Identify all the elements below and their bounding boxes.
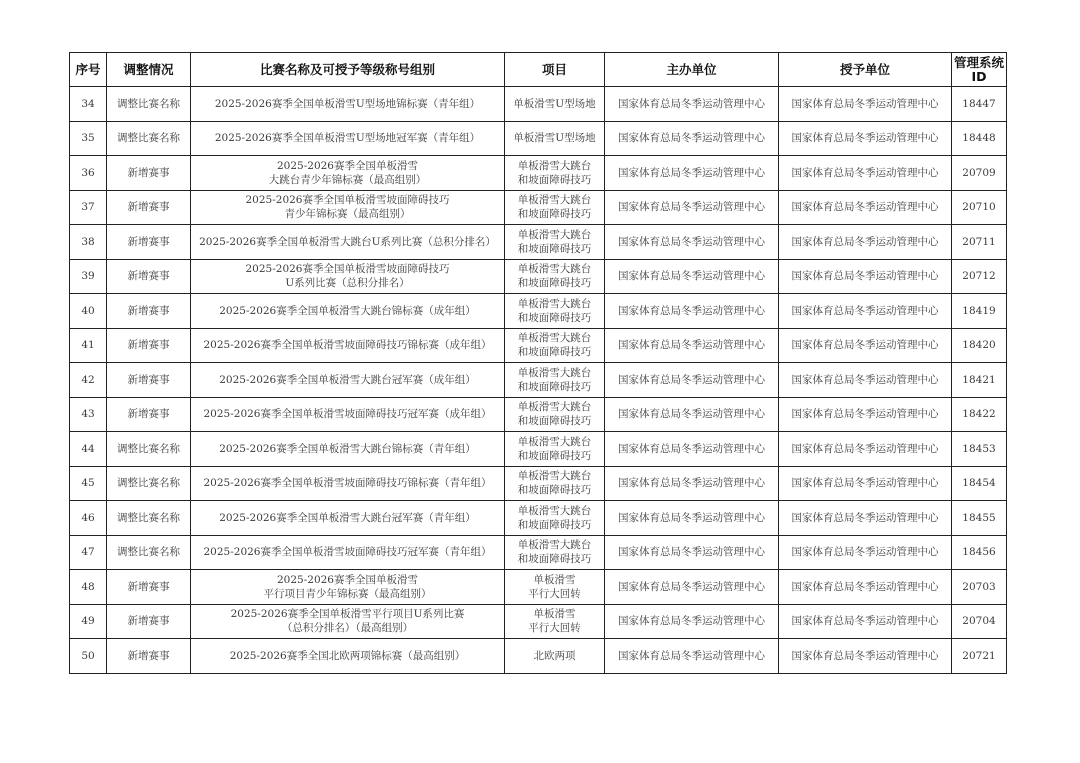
table-row <box>70 432 1007 467</box>
cell-no: 36 <box>70 156 107 191</box>
cell-id: 20712 <box>952 259 1007 294</box>
cell-id: 20704 <box>952 604 1007 639</box>
cell-host: 国家体育总局冬季运动管理中心 <box>605 190 779 225</box>
cell-status: 调整比赛名称 <box>107 121 191 156</box>
cell-event: 北欧两项 <box>505 639 605 674</box>
cell-host: 国家体育总局冬季运动管理中心 <box>605 466 779 501</box>
cell-status: 新增赛事 <box>107 259 191 294</box>
cell-host: 国家体育总局冬季运动管理中心 <box>605 501 779 536</box>
cell-grantor: 国家体育总局冬季运动管理中心 <box>779 535 952 570</box>
table-row <box>70 466 1007 501</box>
cell-id: 18455 <box>952 501 1007 536</box>
cell-status: 新增赛事 <box>107 363 191 398</box>
cell-no: 47 <box>70 535 107 570</box>
cell-grantor: 国家体育总局冬季运动管理中心 <box>779 397 952 432</box>
cell-grantor: 国家体育总局冬季运动管理中心 <box>779 156 952 191</box>
cell-grantor: 国家体育总局冬季运动管理中心 <box>779 604 952 639</box>
cell-host: 国家体育总局冬季运动管理中心 <box>605 87 779 122</box>
cell-event: 单板滑雪大跳台 和坡面障碍技巧 <box>505 190 605 225</box>
cell-id: 18419 <box>952 294 1007 329</box>
cell-no: 38 <box>70 225 107 260</box>
cell-event: 单板滑雪大跳台 和坡面障碍技巧 <box>505 225 605 260</box>
cell-status: 调整比赛名称 <box>107 501 191 536</box>
cell-no: 44 <box>70 432 107 467</box>
cell-name: 2025-2026赛季全国单板滑雪大跳台冠军赛（青年组） <box>191 501 505 536</box>
cell-name: 2025-2026赛季全国单板滑雪大跳台冠军赛（成年组） <box>191 363 505 398</box>
cell-host: 国家体育总局冬季运动管理中心 <box>605 432 779 467</box>
cell-name: 2025-2026赛季全国单板滑雪大跳台U系列比赛（总积分排名） <box>191 225 505 260</box>
cell-host: 国家体育总局冬季运动管理中心 <box>605 363 779 398</box>
cell-host: 国家体育总局冬季运动管理中心 <box>605 121 779 156</box>
header-row <box>70 53 1007 87</box>
cell-grantor: 国家体育总局冬季运动管理中心 <box>779 639 952 674</box>
cell-id: 20703 <box>952 570 1007 605</box>
cell-event: 单板滑雪大跳台 和坡面障碍技巧 <box>505 501 605 536</box>
cell-host: 国家体育总局冬季运动管理中心 <box>605 397 779 432</box>
cell-no: 41 <box>70 328 107 363</box>
cell-name: 2025-2026赛季全国单板滑雪平行项目U系列比赛 （总积分排名）（最高组别） <box>191 604 505 639</box>
cell-event: 单板滑雪大跳台 和坡面障碍技巧 <box>505 397 605 432</box>
table-row <box>70 363 1007 398</box>
table-row <box>70 156 1007 191</box>
cell-id: 20721 <box>952 639 1007 674</box>
table-row <box>70 294 1007 329</box>
cell-name: 2025-2026赛季全国北欧两项锦标赛（最高组别） <box>191 639 505 674</box>
header-no: 序号 <box>70 53 107 87</box>
cell-id: 18447 <box>952 87 1007 122</box>
cell-grantor: 国家体育总局冬季运动管理中心 <box>779 294 952 329</box>
cell-name: 2025-2026赛季全国单板滑雪坡面障碍技巧 青少年锦标赛（最高组别） <box>191 190 505 225</box>
cell-status: 调整比赛名称 <box>107 87 191 122</box>
cell-host: 国家体育总局冬季运动管理中心 <box>605 259 779 294</box>
cell-no: 45 <box>70 466 107 501</box>
cell-no: 46 <box>70 501 107 536</box>
table-row <box>70 535 1007 570</box>
cell-grantor: 国家体育总局冬季运动管理中心 <box>779 259 952 294</box>
cell-status: 新增赛事 <box>107 156 191 191</box>
header-grantor: 授予单位 <box>779 53 952 87</box>
header-id: 管理系统 ID <box>952 53 1007 87</box>
cell-id: 20711 <box>952 225 1007 260</box>
cell-status: 新增赛事 <box>107 294 191 329</box>
cell-status: 新增赛事 <box>107 639 191 674</box>
cell-host: 国家体育总局冬季运动管理中心 <box>605 639 779 674</box>
cell-grantor: 国家体育总局冬季运动管理中心 <box>779 432 952 467</box>
cell-status: 调整比赛名称 <box>107 535 191 570</box>
cell-status: 新增赛事 <box>107 570 191 605</box>
cell-name: 2025-2026赛季全国单板滑雪大跳台锦标赛（成年组） <box>191 294 505 329</box>
table-row <box>70 501 1007 536</box>
cell-name: 2025-2026赛季全国单板滑雪坡面障碍技巧锦标赛（青年组） <box>191 466 505 501</box>
cell-name: 2025-2026赛季全国单板滑雪坡面障碍技巧 U系列比赛（总积分排名） <box>191 259 505 294</box>
cell-event: 单板滑雪大跳台 和坡面障碍技巧 <box>505 328 605 363</box>
cell-event: 单板滑雪大跳台 和坡面障碍技巧 <box>505 294 605 329</box>
cell-no: 49 <box>70 604 107 639</box>
cell-grantor: 国家体育总局冬季运动管理中心 <box>779 121 952 156</box>
competition-table <box>69 52 1007 674</box>
cell-no: 43 <box>70 397 107 432</box>
cell-id: 18421 <box>952 363 1007 398</box>
cell-no: 40 <box>70 294 107 329</box>
cell-no: 42 <box>70 363 107 398</box>
cell-grantor: 国家体育总局冬季运动管理中心 <box>779 190 952 225</box>
table-row <box>70 225 1007 260</box>
cell-event: 单板滑雪 平行大回转 <box>505 604 605 639</box>
cell-no: 50 <box>70 639 107 674</box>
cell-id: 18422 <box>952 397 1007 432</box>
cell-id: 18420 <box>952 328 1007 363</box>
cell-name: 2025-2026赛季全国单板滑雪坡面障碍技巧冠军赛（青年组） <box>191 535 505 570</box>
header-name: 比赛名称及可授予等级称号组别 <box>191 53 505 87</box>
cell-event: 单板滑雪大跳台 和坡面障碍技巧 <box>505 535 605 570</box>
table-row <box>70 570 1007 605</box>
cell-status: 调整比赛名称 <box>107 466 191 501</box>
table-row <box>70 639 1007 674</box>
cell-id: 18456 <box>952 535 1007 570</box>
cell-name: 2025-2026赛季全国单板滑雪坡面障碍技巧锦标赛（成年组） <box>191 328 505 363</box>
cell-host: 国家体育总局冬季运动管理中心 <box>605 225 779 260</box>
cell-id: 18454 <box>952 466 1007 501</box>
cell-host: 国家体育总局冬季运动管理中心 <box>605 570 779 605</box>
cell-id: 18453 <box>952 432 1007 467</box>
cell-event: 单板滑雪U型场地 <box>505 121 605 156</box>
table-row <box>70 190 1007 225</box>
cell-event: 单板滑雪大跳台 和坡面障碍技巧 <box>505 466 605 501</box>
cell-no: 37 <box>70 190 107 225</box>
cell-status: 调整比赛名称 <box>107 432 191 467</box>
cell-host: 国家体育总局冬季运动管理中心 <box>605 535 779 570</box>
cell-host: 国家体育总局冬季运动管理中心 <box>605 294 779 329</box>
cell-grantor: 国家体育总局冬季运动管理中心 <box>779 225 952 260</box>
cell-name: 2025-2026赛季全国单板滑雪 平行项目青少年锦标赛（最高组别） <box>191 570 505 605</box>
cell-id: 18448 <box>952 121 1007 156</box>
cell-grantor: 国家体育总局冬季运动管理中心 <box>779 466 952 501</box>
cell-grantor: 国家体育总局冬季运动管理中心 <box>779 570 952 605</box>
table-row <box>70 328 1007 363</box>
cell-no: 34 <box>70 87 107 122</box>
cell-grantor: 国家体育总局冬季运动管理中心 <box>779 328 952 363</box>
cell-event: 单板滑雪大跳台 和坡面障碍技巧 <box>505 259 605 294</box>
cell-status: 新增赛事 <box>107 397 191 432</box>
cell-event: 单板滑雪大跳台 和坡面障碍技巧 <box>505 363 605 398</box>
cell-name: 2025-2026赛季全国单板滑雪大跳台锦标赛（青年组） <box>191 432 505 467</box>
cell-status: 新增赛事 <box>107 190 191 225</box>
cell-host: 国家体育总局冬季运动管理中心 <box>605 328 779 363</box>
cell-event: 单板滑雪U型场地 <box>505 87 605 122</box>
table-row <box>70 397 1007 432</box>
header-host: 主办单位 <box>605 53 779 87</box>
cell-status: 新增赛事 <box>107 604 191 639</box>
cell-host: 国家体育总局冬季运动管理中心 <box>605 604 779 639</box>
cell-event: 单板滑雪 平行大回转 <box>505 570 605 605</box>
header-status: 调整情况 <box>107 53 191 87</box>
cell-no: 48 <box>70 570 107 605</box>
cell-id: 20710 <box>952 190 1007 225</box>
header-event: 项目 <box>505 53 605 87</box>
cell-name: 2025-2026赛季全国单板滑雪U型场地锦标赛（青年组） <box>191 87 505 122</box>
table-row <box>70 121 1007 156</box>
cell-grantor: 国家体育总局冬季运动管理中心 <box>779 87 952 122</box>
cell-event: 单板滑雪大跳台 和坡面障碍技巧 <box>505 432 605 467</box>
cell-name: 2025-2026赛季全国单板滑雪坡面障碍技巧冠军赛（成年组） <box>191 397 505 432</box>
cell-status: 新增赛事 <box>107 328 191 363</box>
cell-id: 20709 <box>952 156 1007 191</box>
cell-status: 新增赛事 <box>107 225 191 260</box>
table-row <box>70 604 1007 639</box>
cell-grantor: 国家体育总局冬季运动管理中心 <box>779 501 952 536</box>
cell-no: 35 <box>70 121 107 156</box>
cell-grantor: 国家体育总局冬季运动管理中心 <box>779 363 952 398</box>
table-row <box>70 87 1007 122</box>
cell-no: 39 <box>70 259 107 294</box>
cell-name: 2025-2026赛季全国单板滑雪 大跳台青少年锦标赛（最高组别） <box>191 156 505 191</box>
cell-host: 国家体育总局冬季运动管理中心 <box>605 156 779 191</box>
table-row <box>70 259 1007 294</box>
cell-event: 单板滑雪大跳台 和坡面障碍技巧 <box>505 156 605 191</box>
cell-name: 2025-2026赛季全国单板滑雪U型场地冠军赛（青年组） <box>191 121 505 156</box>
